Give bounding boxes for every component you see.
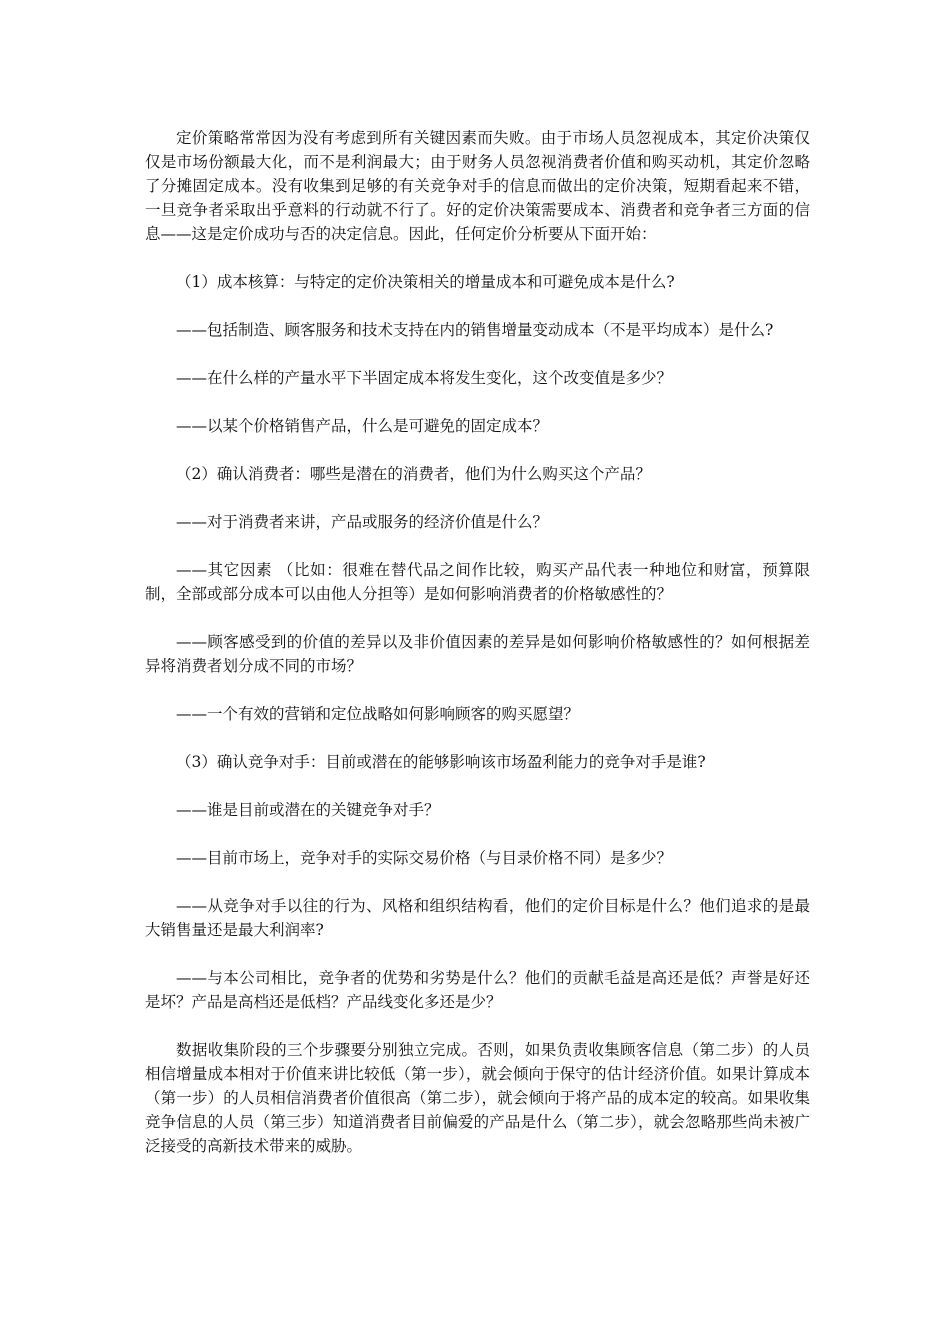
- consumer-question-1: ——对于消费者来讲，产品或服务的经济价值是什么？: [176, 513, 549, 531]
- document-body: [145, 126, 810, 1158]
- section-heading-cost: （1）成本核算：与特定的定价决策相关的增量成本和可避免成本是什么?: [176, 273, 675, 291]
- cost-question-1: ——包括制造、顾客服务和技术支持在内的销售增量变动成本（不是平均成本）是什么?: [176, 321, 774, 339]
- competitor-question-3: ——从竞争对手以往的行为、风格和组织结构看，他们的定价目标是什么？他们追求的是最大销售量还是最大利润率?: [145, 897, 810, 939]
- competitor-question-2: ——目前市场上，竞争对手的实际交易价格（与目录价格不同）是多少？: [176, 849, 673, 867]
- closing-paragraph: 数据收集阶段的三个步骤要分别独立完成。否则，如果负责收集顾客信息（第二步）的人员相信增量成本相对于价值来讲比较低（第一步），就会倾向于保守的估计经济价值。如果计算成本（第一步）的人员相信消费者价值很高（第二步），就会倾向于将产品的成本定的较高。如果收集竞争信息的人员（第三步）知道消费者目前偏爱的产品是什么（第二步），就会忽略那些尚未被广泛接受的高新技术带来的威胁。: [145, 1041, 810, 1155]
- cost-question-3: ——以某个价格销售产品，什么是可避免的固定成本？: [176, 417, 549, 435]
- intro-paragraph: 定价策略常常因为没有考虑到所有关键因素而失败。由于市场人员忽视成本，其定价决策仅仅是市场份额最大化，而不是利润最大；由于财务人员忽视消费者价值和购买动机，其定价忽略了分摊固定成本。没有收集到足够的有关竞争对手的信息而做出的定价决策，短期看起来不错，一旦竞争者采取出乎意料的行动就不行了。好的定价决策需要成本、消费者和竞争者三方面的信息——这是定价成功与否的决定信息。因此，任何定价分析要从下面开始：: [145, 129, 810, 243]
- section-heading-consumer: （2）确认消费者：哪些是潜在的消费者，他们为什么购买这个产品？: [176, 465, 651, 483]
- consumer-question-2: ——其它因素 （比如：很难在替代品之间作比较，购买产品代表一种地位和财富，预算限制，全部或部分成本可以由他人分担等）是如何影响消费者的价格敏感性的？: [145, 561, 810, 603]
- consumer-question-3: ——顾客感受到的价值的差异以及非价值因素的差异是如何影响价格敏感性的？如何根据差异将消费者划分成不同的市场？: [145, 633, 810, 675]
- competitor-question-4: ——与本公司相比，竞争者的优势和劣势是什么？他们的贡献毛益是高还是低？声誉是好还是坏？产品是高档还是低档？产品线变化多还是少？: [145, 969, 810, 1011]
- section-heading-competitor: （3）确认竞争对手：目前或潜在的能够影响该市场盈利能力的竞争对手是谁?: [176, 753, 706, 771]
- cost-question-2: ——在什么样的产量水平下半固定成本将发生变化，这个改变值是多少？: [176, 369, 673, 387]
- consumer-question-4: ——一个有效的营销和定位战略如何影响顾客的购买愿望？: [176, 705, 580, 723]
- competitor-question-1: ——谁是目前或潜在的关键竞争对手？: [176, 801, 440, 819]
